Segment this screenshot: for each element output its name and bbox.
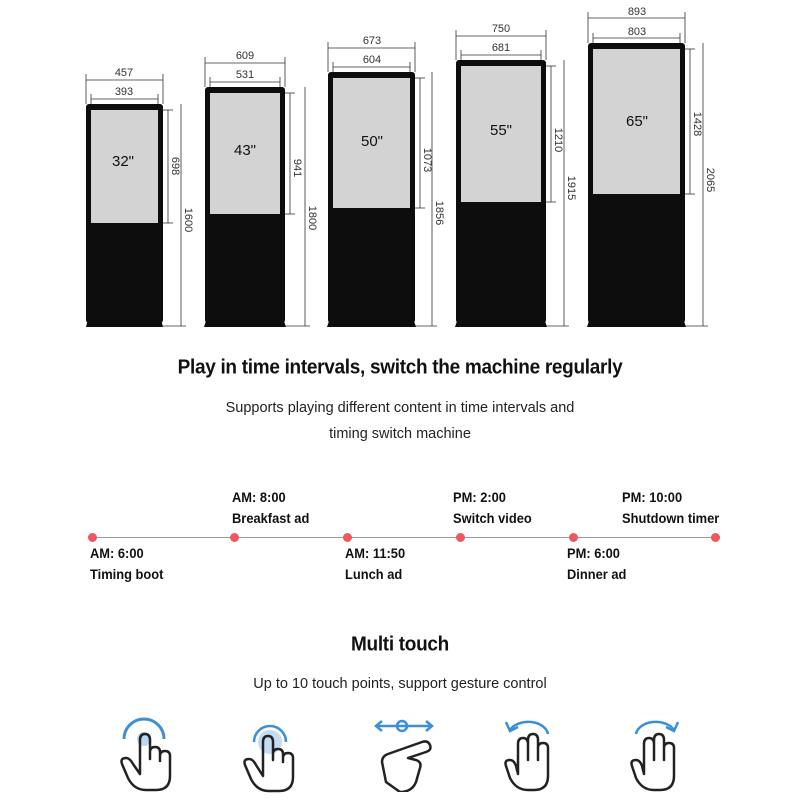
size-label: 65" xyxy=(626,113,649,130)
timeline-event xyxy=(622,487,728,529)
height-total: 1600 xyxy=(182,207,194,233)
timeline-event xyxy=(453,487,539,529)
timeline-axis xyxy=(92,537,716,538)
timeline-dot xyxy=(711,533,720,542)
tap-gesture-icon xyxy=(114,714,184,794)
event-time: PM: 6:00 xyxy=(567,545,620,561)
width-total: 457 xyxy=(114,67,134,79)
height-screen: 1210 xyxy=(552,127,564,153)
event-label: Breakfast ad xyxy=(232,510,310,526)
width-screen: 604 xyxy=(362,54,382,66)
size-label: 50" xyxy=(361,133,384,150)
width-screen: 681 xyxy=(491,42,511,54)
height-screen: 1073 xyxy=(421,147,433,173)
timeline-event xyxy=(232,487,316,529)
kiosk-43 xyxy=(204,50,318,327)
kiosk-32 xyxy=(86,67,194,327)
event-label: Dinner ad xyxy=(567,566,627,582)
event-label: Timing boot xyxy=(90,566,164,582)
kiosk-50 xyxy=(327,35,445,327)
event-time: AM: 6:00 xyxy=(90,545,144,561)
width-total: 893 xyxy=(627,6,647,18)
event-time: PM: 2:00 xyxy=(453,489,506,505)
timeline-dot xyxy=(88,533,97,542)
height-screen: 1428 xyxy=(691,111,703,137)
kiosk-55 xyxy=(455,23,577,327)
height-total: 1915 xyxy=(565,175,577,201)
height-total: 1800 xyxy=(306,205,318,231)
section-sub-line1: Supports playing different content in time intervals and xyxy=(225,400,575,416)
timeline-event xyxy=(567,543,632,585)
size-label: 32" xyxy=(112,153,135,170)
timeline-event xyxy=(90,543,170,585)
timeline-event xyxy=(345,543,410,585)
kiosk-size-diagram xyxy=(0,0,800,340)
height-total: 1856 xyxy=(433,200,445,226)
height-total: 2065 xyxy=(704,167,716,193)
double-tap-gesture-icon xyxy=(237,714,307,794)
timeline-dot xyxy=(343,533,352,542)
section-sub-line2: timing switch machine xyxy=(329,426,471,442)
event-time: AM: 11:50 xyxy=(345,545,406,561)
height-screen: 698 xyxy=(169,156,181,176)
section-heading-intervals: Play in time intervals, switch the machine regularly xyxy=(177,356,623,379)
event-time: AM: 8:00 xyxy=(232,489,286,505)
width-total: 750 xyxy=(491,23,511,35)
height-screen: 941 xyxy=(291,158,303,178)
section-heading-multitouch: Multi touch xyxy=(350,633,449,656)
event-label: Switch video xyxy=(453,510,532,526)
event-label: Lunch ad xyxy=(345,566,403,582)
rotate-counterclockwise-gesture-icon xyxy=(498,712,568,792)
width-screen: 393 xyxy=(114,86,134,98)
timeline-dot xyxy=(569,533,578,542)
rotate-clockwise-gesture-icon xyxy=(624,712,694,792)
width-total: 609 xyxy=(235,50,255,62)
section-sub-multitouch: Up to 10 touch points, support gesture control xyxy=(253,676,547,692)
event-time: PM: 10:00 xyxy=(622,489,683,505)
timeline-dot xyxy=(230,533,239,542)
width-total: 673 xyxy=(362,35,382,47)
timeline-dot xyxy=(456,533,465,542)
swipe-gesture-icon xyxy=(372,712,442,792)
width-screen: 531 xyxy=(235,69,255,81)
size-label: 43" xyxy=(234,142,257,159)
kiosk-65 xyxy=(587,6,716,327)
event-label: Shutdown timer xyxy=(622,510,720,526)
size-label: 55" xyxy=(490,122,513,139)
width-screen: 803 xyxy=(627,26,647,38)
